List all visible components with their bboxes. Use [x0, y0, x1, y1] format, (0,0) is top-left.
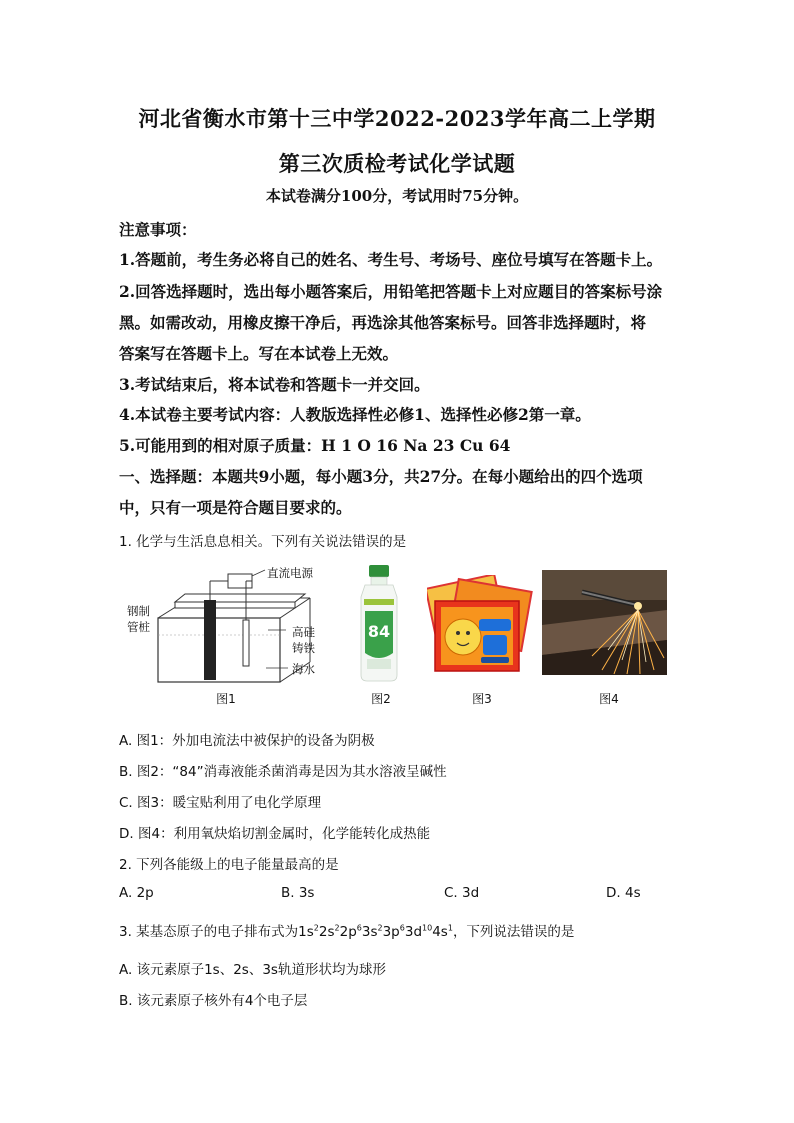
fig3-heat-pad-image	[427, 575, 533, 675]
q2-option-c: C. 3d	[444, 885, 480, 901]
exam-title-line1: 河北省衡水市第十三中学2022-2023学年高二上学期	[138, 106, 656, 131]
q1-option-a: A. 图1：外加电流法中被保护的设备为阴极	[119, 733, 375, 749]
fig1-pile-label-1: 钢制	[127, 604, 150, 618]
fig4-caption: 图4	[599, 692, 619, 706]
q2-option-a: A. 2p	[119, 885, 154, 901]
note-2-line1: 2.回答选择题时，选出每小题答案后，用铅笔把答题卡上对应题目的答案标号涂	[119, 282, 663, 301]
q3-option-a: A. 该元素原子1s、2s、3s轨道形状均为球形	[119, 962, 386, 978]
note-3: 3.考试结束后，将本试卷和答题卡一并交回。	[119, 375, 430, 394]
section-heading-line1: 一、选择题：本题共9小题，每小题3分，共27分。在每小题给出的四个选项	[119, 467, 643, 486]
q3-electron-configuration: $1s^22s^22p^63s^23p^63d^{10}4s^1$	[298, 923, 453, 940]
fig2-caption: 图2	[371, 692, 391, 706]
note-4: 4.本试卷主要考试内容：人教版选择性必修1、选择性必修2第一章。	[119, 405, 591, 424]
note-5: 5.可能用到的相对原子质量：H 1 O 16 Na 23 Cu 64	[119, 436, 511, 455]
q2-option-b: B. 3s	[281, 885, 315, 901]
q1-option-b: B. 图2：“84”消毒液能杀菌消毒是因为其水溶液呈碱性	[119, 764, 447, 780]
note-2-line3: 答案写在答题卡上。写在本试卷上无效。	[119, 344, 399, 363]
fig3-caption: 图3	[472, 692, 492, 706]
fig1-iron-label-2: 铸铁	[292, 641, 315, 655]
fig1-power-label: 直流电源	[267, 566, 313, 580]
fig2-disinfectant-bottle-image	[355, 563, 403, 683]
fig1-sea-label: 海水	[292, 662, 315, 676]
fig2-bottle-84-text: 84	[367, 622, 391, 641]
fig1-pile-label-2: 管桩	[127, 620, 150, 634]
note-1: 1.答题前，考生务必将自己的姓名、考生号、考场号、座位号填写在答题卡上。	[119, 250, 663, 269]
q1-stem: 1. 化学与生活息息相关。下列有关说法错误的是	[119, 534, 407, 550]
q3-option-b: B. 该元素原子核外有4个电子层	[119, 993, 308, 1009]
fig1-caption: 图1	[216, 692, 236, 706]
q3-stem-before: 3. 某基态原子的电子排布式为	[119, 924, 299, 940]
q1-option-c: C. 图3：暖宝贴利用了电化学原理	[119, 795, 322, 811]
notes-heading: 注意事项：	[119, 220, 197, 239]
q3-stem-after: ，下列说法错误的是	[452, 924, 575, 940]
q2-option-d: D. 4s	[606, 885, 641, 901]
q2-stem: 2. 下列各能级上的电子能量最高的是	[119, 857, 339, 873]
section-heading-line2: 中，只有一项是符合题目要求的。	[119, 498, 352, 517]
exam-title-line2: 第三次质检考试化学试题	[278, 151, 516, 176]
note-2-line2: 黑。如需改动，用橡皮擦干净后，再选涂其他答案标号。回答非选择题时，将	[119, 313, 647, 332]
exam-subtitle: 本试卷满分100分，考试用时75分钟。	[265, 187, 529, 205]
fig4-cutting-torch-image	[542, 570, 667, 675]
q1-option-d: D. 图4：利用氧炔焰切割金属时，化学能转化成热能	[119, 826, 431, 842]
fig1-iron-label-1: 高硅	[292, 625, 315, 639]
q3-stem	[119, 920, 574, 940]
